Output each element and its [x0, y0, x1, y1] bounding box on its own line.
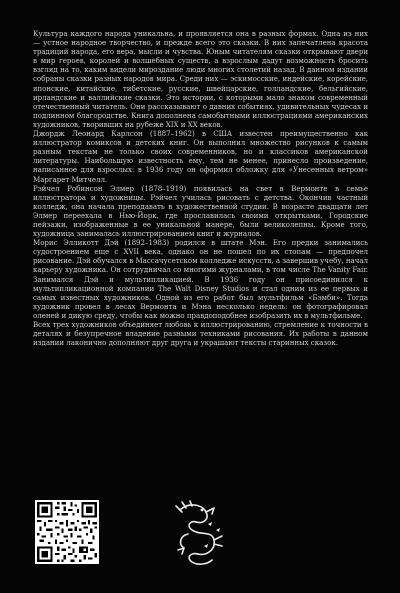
publisher-emblem: [168, 500, 228, 568]
paragraph-intro: Культура каждого народа уникальна, и проявляется она в разных формах. Одна из них — устное народное творчество, и прежде всего это сказки. В них запечатлена красота традиций народа, его вера, мысли и чувства. Юным читателям сказки открывают двери в мир героев, королей и волшебных существ, а взрослым дадут возможность бросить взгляд на то, каким видели мироздание люди многих столетий назад. В данном издании собраны сказки разных народов мира. Среди них — эскимосские, индейские, корейские, японские, китайские, тибетские, русские, швейцарские, голландские, бельгийские, ирландские и валлийские сказки. Это истории, с которыми мало знаком современный отечественный читатель. Они рассказывают о давних событиях, удивительных чудесах и подлинном благородстве. Книга дополнена самобытными иллюстрациями американских художников, творивших на рубеже XIX и XX веков.: [33, 29, 368, 129]
qr-code[interactable]: [35, 500, 99, 564]
paragraph-carlson: Джордж Леонард Карлсон (1887–1962) в США известен преимущественно как иллюстратор комиксов и детских книг. Он выполнил множество рисунков к самым разным текстам не только своих современников, но и классиков американской литературы. Наибольшую известность ему, тем не менее, принесло произведение, написанное для взрослых: в 1936 году он оформил обложку для «Унесенных ветром» Маргарет Митчелл.: [33, 129, 368, 184]
paragraph-day: Морис Элликотт Дэй (1892–1983) родился в штате Мэн. Его предки занимались судостроением еще с XVII века, однако он не пошел по их стопам — предпочел рисование. Дэй обучался в Массачусетском колледже искусств, а завершив учебу, начал карьеру художника. Он сотрудничал со многими журналами, в том числе The Vanity Fair. Занимался Дэй и мультипликацией. В 1936 году он присоединился к мультипликационной компании The Walt Disney Studios и стал одним из ее первых и самых известных художников. Одной из его работ был мультфильм «Бэмби». Тогда художник провел в лесах Вермонта и Мэна несколько недель: он фотографировал оленей и дикую среду, чтобы как можно правдоподобнее изобразить их в мультфильме.: [33, 238, 368, 320]
paragraph-elmer: Рэйчел Робинсон Элмер (1878–1919) появилась на свет в Вермонте в семье иллюстратора и художницы. Рэйчел училась рисовать с детства. Окончив частный колледж, она начала преподавать в художественной студии. В возрасте двадцати лет Элмер переехала в Нью-Йорк, где прославилась своими открытками. Городские пейзажи, изображенные в ее уникальной манере, были великолепны. Кроме того, художница занималась иллюстрированием книг и журналов.: [33, 183, 368, 239]
paragraph-summary: Всех трех художников объединяет любовь к иллюстрированию, стремление к точности в деталях и безупречное владение разными техниками рисования. Их работы в данном издании лаконично дополняют друг друга и украшают тексты старинных сказок.: [33, 320, 368, 348]
description-text: [33, 29, 368, 347]
